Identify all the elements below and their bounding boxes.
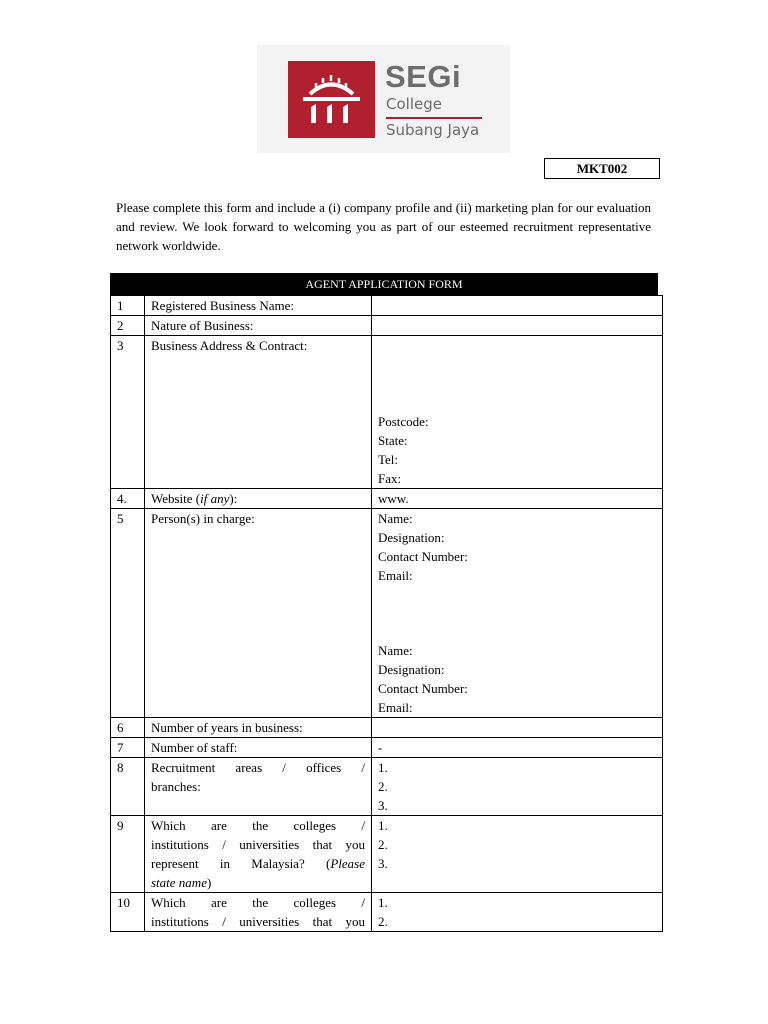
field-label: Nature of Business: bbox=[145, 316, 372, 336]
person2-contact-label: Contact Number: bbox=[378, 681, 468, 696]
person2-designation-label: Designation: bbox=[378, 662, 445, 677]
website-field[interactable]: www. bbox=[372, 489, 663, 509]
postcode-label: Postcode: bbox=[378, 414, 429, 429]
field-label: Person(s) in charge: bbox=[145, 509, 372, 718]
agent-application-table bbox=[110, 295, 663, 932]
table-row bbox=[111, 296, 663, 316]
table-row bbox=[111, 718, 663, 738]
field-label: Number of years in business: bbox=[145, 718, 372, 738]
table-row bbox=[111, 758, 663, 816]
college-building-icon bbox=[288, 61, 375, 138]
label-italic-text: if any bbox=[200, 491, 230, 506]
field-label bbox=[145, 893, 372, 932]
row-number: 4. bbox=[111, 489, 145, 509]
row-number: 2 bbox=[111, 316, 145, 336]
persons-in-charge-field[interactable] bbox=[372, 509, 663, 718]
person2-email-label: Email: bbox=[378, 700, 413, 715]
list-item: 1. bbox=[378, 760, 388, 775]
spacer bbox=[378, 585, 662, 641]
list-item: 3. bbox=[378, 798, 388, 813]
label-line: Which are the colleges / bbox=[151, 818, 365, 833]
form-title-bar: AGENT APPLICATION FORM bbox=[110, 273, 658, 295]
label-italic-text: Please bbox=[330, 856, 365, 871]
segi-logo bbox=[257, 45, 510, 153]
fax-label: Fax: bbox=[378, 471, 402, 486]
label-italic-text: state name bbox=[151, 875, 207, 890]
table-row bbox=[111, 816, 663, 893]
row-number: 10 bbox=[111, 893, 145, 932]
label-line bbox=[151, 873, 365, 892]
field-label bbox=[145, 816, 372, 893]
label-text: ) bbox=[206, 875, 212, 890]
person1-email-label: Email: bbox=[378, 568, 413, 583]
field-label: Number of staff: bbox=[145, 738, 372, 758]
list-item: 1. bbox=[378, 895, 388, 910]
state-label: State: bbox=[378, 433, 408, 448]
row-number: 1 bbox=[111, 296, 145, 316]
table-row bbox=[111, 336, 663, 489]
intro-paragraph: Please complete this form and include a (i) company profile and (ii) marketing plan for our evaluation and review. We look forward to welcoming you as part of our esteemed recruitment representative network worldwide. bbox=[116, 200, 651, 253]
label-text: ): bbox=[229, 491, 238, 506]
label-text: Website ( bbox=[151, 491, 201, 506]
field-label: Registered Business Name: bbox=[145, 296, 372, 316]
form-code-box: MKT002 bbox=[544, 158, 660, 179]
label-line: institutions / universities that you bbox=[151, 837, 365, 852]
list-item: 2. bbox=[378, 837, 388, 852]
table-row bbox=[111, 509, 663, 718]
person2-name-label: Name: bbox=[378, 643, 413, 658]
label-line bbox=[151, 854, 365, 873]
row-number: 7 bbox=[111, 738, 145, 758]
label-line: Recruitment areas / offices / bbox=[151, 760, 365, 775]
field-label bbox=[145, 489, 372, 509]
person1-designation-label: Designation: bbox=[378, 530, 445, 545]
represented-institutions-field[interactable] bbox=[372, 816, 663, 893]
tel-label: Tel: bbox=[378, 452, 399, 467]
table-row bbox=[111, 489, 663, 509]
business-name-field[interactable] bbox=[372, 296, 663, 316]
brand-college-text: College bbox=[386, 95, 442, 113]
row-number: 6 bbox=[111, 718, 145, 738]
list-item: 2. bbox=[378, 914, 388, 929]
label-line: institutions / universities that you bbox=[151, 914, 365, 929]
row-number: 5 bbox=[111, 509, 145, 718]
field-label bbox=[145, 758, 372, 816]
list-item: 1. bbox=[378, 818, 388, 833]
business-address-field[interactable] bbox=[372, 336, 663, 489]
field-label: Business Address & Contract: bbox=[145, 336, 372, 489]
table-row bbox=[111, 316, 663, 336]
list-item: 2. bbox=[378, 779, 388, 794]
number-of-staff-field[interactable]: - bbox=[372, 738, 663, 758]
brand-name: SEGi bbox=[385, 59, 462, 94]
table-row bbox=[111, 738, 663, 758]
table-row bbox=[111, 893, 663, 932]
recruitment-areas-field[interactable] bbox=[372, 758, 663, 816]
row-number: 8 bbox=[111, 758, 145, 816]
label-line: Which are the colleges / bbox=[151, 895, 365, 910]
person1-contact-label: Contact Number: bbox=[378, 549, 468, 564]
person1-name-label: Name: bbox=[378, 511, 413, 526]
label-line: branches: bbox=[151, 779, 201, 794]
brand-campus-text: Subang Jaya bbox=[386, 121, 480, 139]
row-number: 9 bbox=[111, 816, 145, 893]
label-text: represent in Malaysia? ( bbox=[151, 856, 331, 871]
other-institutions-field[interactable] bbox=[372, 893, 663, 932]
row-number: 3 bbox=[111, 336, 145, 489]
years-in-business-field[interactable] bbox=[372, 718, 663, 738]
list-item: 3. bbox=[378, 856, 388, 871]
brand-divider bbox=[386, 117, 482, 119]
nature-of-business-field[interactable] bbox=[372, 316, 663, 336]
